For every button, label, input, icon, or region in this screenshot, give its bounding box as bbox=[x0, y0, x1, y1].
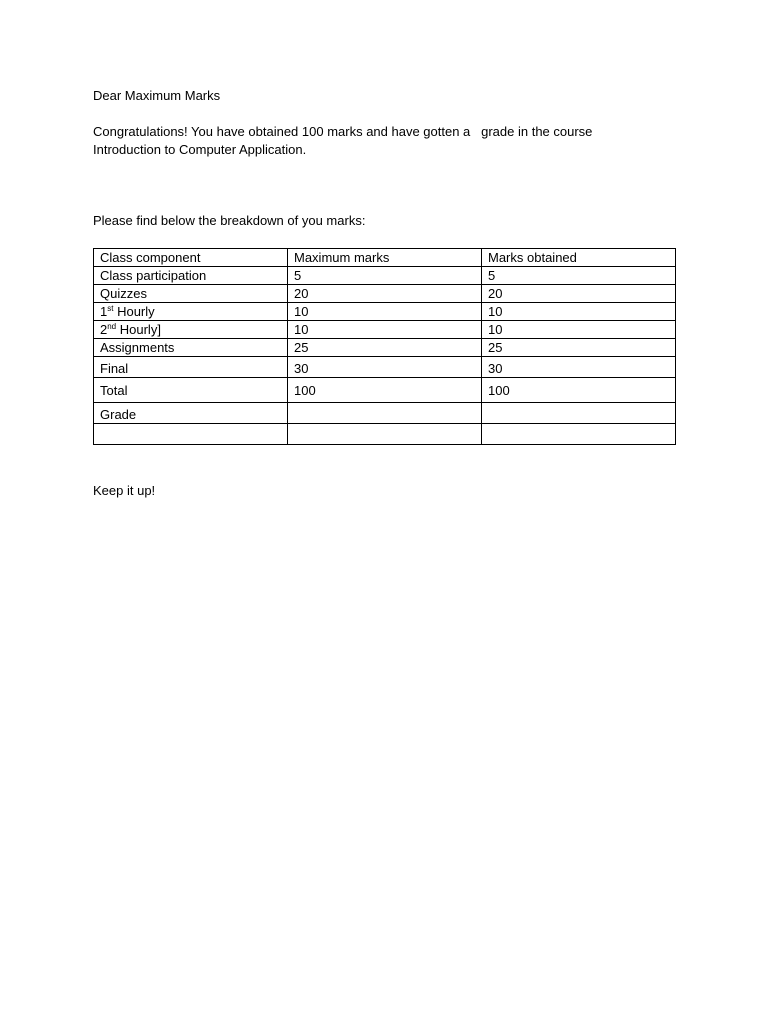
table-row bbox=[94, 321, 676, 339]
row-max: 20 bbox=[288, 285, 482, 303]
body-line-1: Congratulations! You have obtained 100 marks and have gotten a grade in the course bbox=[93, 124, 593, 139]
table-row-grade bbox=[94, 403, 676, 424]
row-max bbox=[288, 424, 482, 445]
table-row bbox=[94, 303, 676, 321]
component-name: Hourly bbox=[113, 304, 155, 319]
ordinal-number: 2 bbox=[100, 322, 108, 337]
row-max: 5 bbox=[288, 267, 482, 285]
row-obtained: 10 bbox=[482, 303, 676, 321]
ordinal-suffix: nd bbox=[107, 322, 117, 331]
row-max bbox=[288, 403, 482, 424]
row-max: 10 bbox=[288, 303, 482, 321]
row-max: 25 bbox=[288, 339, 482, 357]
header-marks-obtained: Marks obtained bbox=[482, 249, 676, 267]
row-component: Total bbox=[94, 378, 288, 403]
row-component: Class participation bbox=[94, 267, 288, 285]
table-row-total bbox=[94, 378, 676, 403]
row-component bbox=[94, 303, 288, 321]
row-obtained: 20 bbox=[482, 285, 676, 303]
salutation: Dear Maximum Marks bbox=[93, 88, 221, 103]
header-maximum-marks: Maximum marks bbox=[288, 249, 482, 267]
row-max: 30 bbox=[288, 357, 482, 378]
ordinal-suffix: st bbox=[107, 304, 114, 313]
breakdown-intro: Please find below the breakdown of you marks: bbox=[93, 213, 366, 228]
row-max: 10 bbox=[288, 321, 482, 339]
row-obtained: 10 bbox=[482, 321, 676, 339]
marks-table bbox=[93, 248, 676, 445]
row-component bbox=[94, 424, 288, 445]
row-obtained: 5 bbox=[482, 267, 676, 285]
row-component: Grade bbox=[94, 403, 288, 424]
table-row-empty bbox=[94, 424, 676, 445]
row-obtained bbox=[482, 424, 676, 445]
table-header-row bbox=[94, 249, 676, 267]
body-line-2: Introduction to Computer Application. bbox=[93, 142, 307, 157]
row-component: Final bbox=[94, 357, 288, 378]
table-row bbox=[94, 339, 676, 357]
component-name: Hourly] bbox=[116, 322, 161, 337]
row-obtained bbox=[482, 403, 676, 424]
header-class-component: Class component bbox=[94, 249, 288, 267]
row-obtained: 30 bbox=[482, 357, 676, 378]
table-row bbox=[94, 357, 676, 378]
ordinal-number: 1 bbox=[100, 304, 108, 319]
row-component: Quizzes bbox=[94, 285, 288, 303]
row-max: 100 bbox=[288, 378, 482, 403]
closing-line: Keep it up! bbox=[93, 483, 156, 498]
row-obtained: 25 bbox=[482, 339, 676, 357]
row-component bbox=[94, 321, 288, 339]
table-row bbox=[94, 267, 676, 285]
row-component: Assignments bbox=[94, 339, 288, 357]
row-obtained: 100 bbox=[482, 378, 676, 403]
table-row bbox=[94, 285, 676, 303]
